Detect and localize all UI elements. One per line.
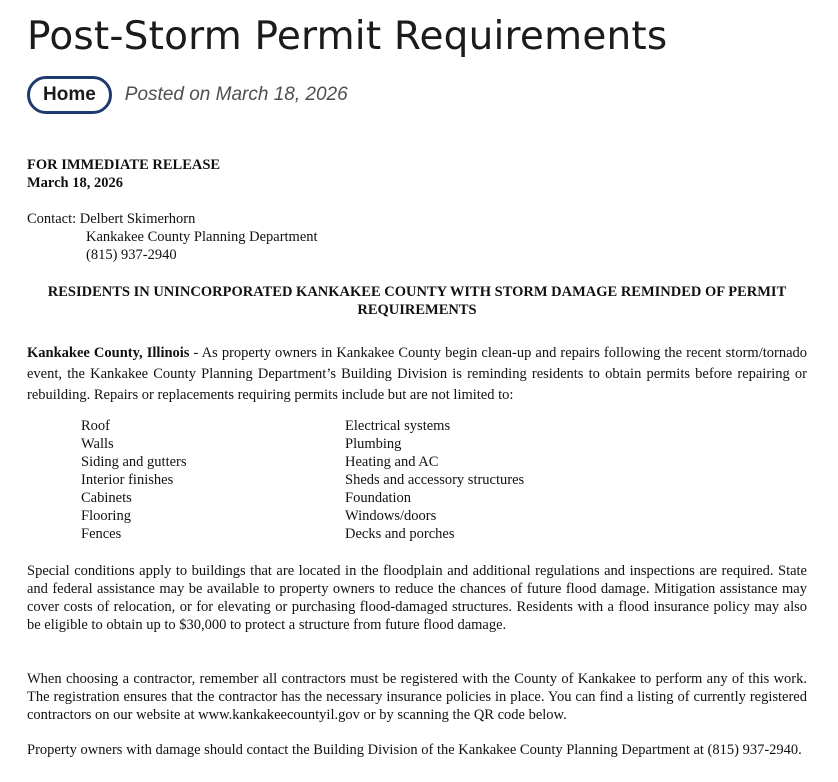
list-item-row <box>81 453 781 471</box>
dateline: Kankakee County, Illinois <box>27 345 190 361</box>
contact-name: Contact: Delbert Skimerhorn <box>27 211 196 227</box>
intro-text: - As property owners in Kankakee County begin clean-up and repairs following the recent storm/tornado event, the Kankakee County Planning Department’s Building Division is reminding residents to obtain permits before repairing or rebuilding. Repairs or replacements requiring permits include but are not limited to: <box>27 345 808 403</box>
list-item-row <box>81 507 781 525</box>
list-item: Windows/doors <box>345 508 437 524</box>
list-item: Flooring <box>81 508 131 524</box>
list-item: Electrical systems <box>345 418 451 434</box>
list-item-row <box>81 525 781 543</box>
list-item-row <box>81 417 781 435</box>
intro-paragraph <box>27 343 807 406</box>
home-button[interactable]: Home <box>27 76 112 114</box>
list-item: Heating and AC <box>345 454 439 470</box>
list-item-row <box>81 489 781 507</box>
contractor-paragraph: When choosing a contractor, remember all contractors must be registered with the County of Kankakee to perform any of this work. The registration ensures that the contractor has the necessary insurance policies in place. You can find a listing of currently registered contractors on our website at www.kankakeecountyil.gov or by scanning the QR code below. <box>27 671 807 723</box>
list-item: Foundation <box>345 490 412 506</box>
permit-items-list <box>81 417 781 543</box>
contact-department: Kankakee County Planning Department <box>86 229 318 245</box>
contact-paragraph: Property owners with damage should contact the Building Division of the Kankakee County Planning Department at (815) 937-2940. <box>27 742 802 758</box>
release-date: March 18, 2026 <box>27 175 123 191</box>
posted-date: Posted on March 18, 2026 <box>124 84 348 105</box>
release-label: FOR IMMEDIATE RELEASE <box>27 157 221 173</box>
list-item: Cabinets <box>81 490 132 506</box>
list-item: Walls <box>81 436 114 452</box>
list-item: Plumbing <box>345 436 402 452</box>
page-title: Post-Storm Permit Requirements <box>27 14 668 59</box>
list-item-row <box>81 471 781 489</box>
post-meta <box>27 76 348 114</box>
list-item-row <box>81 435 781 453</box>
contact-phone: (815) 937-2940 <box>86 247 177 263</box>
list-item: Fences <box>81 526 122 542</box>
list-item: Sheds and accessory structures <box>345 472 525 488</box>
floodplain-paragraph: Special conditions apply to buildings that are located in the floodplain and additional regulations and inspections are required. State and federal assistance may be available to property owners to reduce the chances of future flood damage. Mitigation assistance may cover costs of relocation, or for elevating or purchasing flood-damaged structures. Residents with a flood insurance policy may also be eligible to obtain up to $30,000 to protect a structure from future flood damage. <box>27 563 807 633</box>
list-item: Interior finishes <box>81 472 174 488</box>
list-item: Decks and porches <box>345 526 455 542</box>
list-item: Siding and gutters <box>81 454 187 470</box>
release-headline: RESIDENTS IN UNINCORPORATED KANKAKEE COUNTY WITH STORM DAMAGE REMINDED OF PERMIT REQUIREMENTS <box>47 284 787 318</box>
list-item: Roof <box>81 418 110 434</box>
